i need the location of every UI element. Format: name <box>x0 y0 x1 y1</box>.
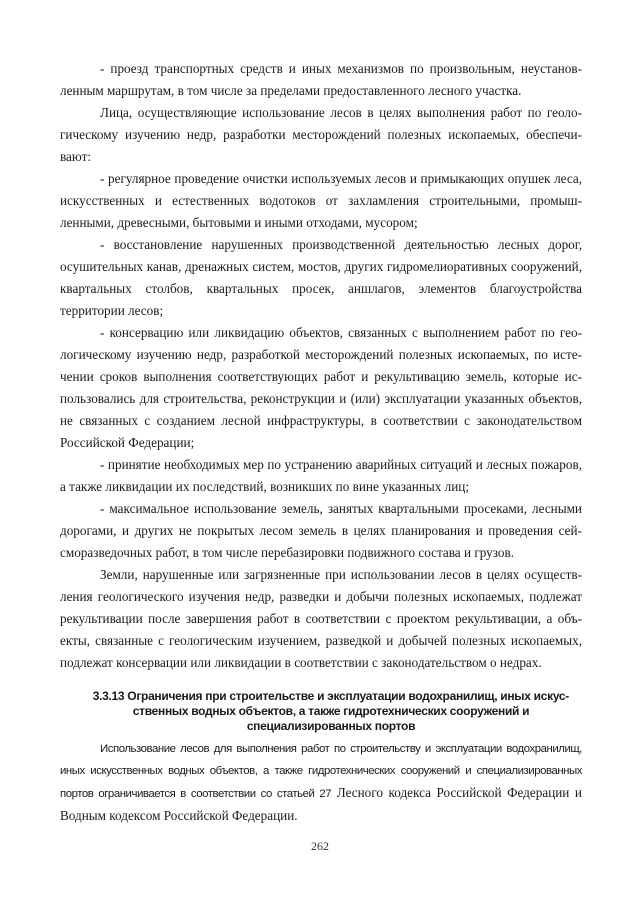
paragraph-4: - восстановление нарушенных производственной деятельностью лесных дорог, осушительных канав, дренажных систем, мостов, других гидромелиоративных сооружений, квартальных столбов, квартальных просек, аншлагов, элементов благоустройства территории лесов; <box>60 237 582 318</box>
section-body-tail: Лесного кодекса Российской Федерации и Водным кодексом Российской Федерации. <box>60 785 582 823</box>
paragraph-3: - регулярное проведение очистки используемых лесов и примыкающих опушек леса, искусственных и естественных водотоков от захламления строительными, промышленными, древесными, бытовыми и иными отходами, мусором; <box>60 171 582 230</box>
section-heading: 3.3.13 Ограничения при строительстве и эксплуатации водохранилищ, иных искусственных водных объектов, а также гидротехнических сооружений и специализированных портов <box>92 689 570 733</box>
section-body-condensed: Использование лесов для выполнения работ по строительству и эксплуатации водохранилищ, иных искусственных водных объектов, а также гидротехнических сооружений и специализированных портов ограничивается в соответствии со статьей 27 <box>60 743 582 800</box>
document-page <box>60 58 582 828</box>
paragraph-8: Земли, нарушенные или загрязненные при использовании лесов в целях осуществления геологического изучения недр, разведки и добычи полезных ископаемых, подлежат рекультивации после завершения работ в соответствии с проектом рекультивации, а объекты, связанные с геологическим изучением, разведкой и добычей полезных ископаемых, подлежат консервации или ликвидации в соответствии с законодательством о недрах. <box>60 567 582 670</box>
paragraph-2: Лица, осуществляющие использование лесов в целях выполнения работ по геологическому изучению недр, разработки месторождений полезных ископаемых, обеспечивают: <box>60 105 582 164</box>
paragraph-5: - консервацию или ликвидацию объектов, связанных с выполнением работ по геологическому изучению недр, разработкой месторождений полезных ископаемых, по истечении сроков выполнения соответствующих работ и рекультивацию земель, которые использовались для строительства, реконструкции и (или) эксплуатации указанных объектов, не связанных с созданием лесной инфраструктуры, в соответствии с законодательством Российской Федерации; <box>60 325 582 450</box>
page-number: 262 <box>311 839 329 853</box>
paragraph-6: - принятие необходимых мер по устранению аварийных ситуаций и лесных пожаров, а также ликвидации их последствий, возникших по вине указанных лиц; <box>60 457 582 494</box>
section-body <box>60 738 582 828</box>
paragraph-1: - проезд транспортных средств и иных механизмов по произвольным, неустановленным маршрутам, в том числе за пределами предоставленного лесного участка. <box>60 61 582 98</box>
paragraph-7: - максимальное использование земель, занятых квартальными просеками, лесными дорогами, и других не покрытых лесом земель в целях планирования и проведения сейсморазведочных работ, в том числе перебазировки подвижного состава и грузов. <box>60 501 582 560</box>
